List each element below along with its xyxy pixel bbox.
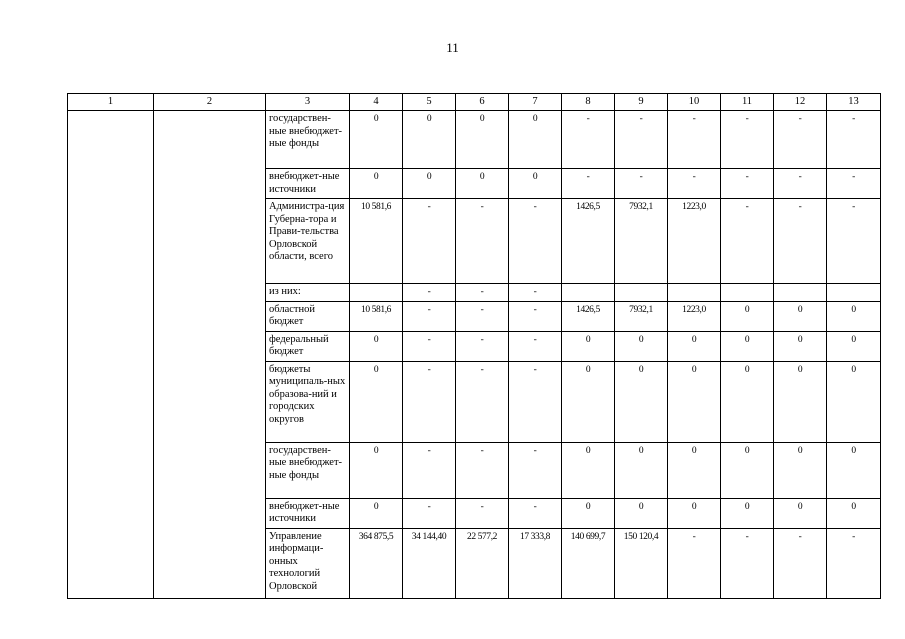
row-label: внебюджет-ные источники	[266, 169, 350, 199]
value-cell: -	[456, 442, 509, 498]
value-cell: 10 581,6	[350, 199, 403, 284]
column-header-4: 4	[350, 94, 403, 111]
value-cell: 0	[721, 361, 774, 442]
value-cell: 0	[721, 331, 774, 361]
row-label: внебюджет-ные источники	[266, 498, 350, 528]
value-cell: 1223,0	[668, 301, 721, 331]
value-cell: -	[774, 528, 827, 598]
value-cell: 0	[721, 498, 774, 528]
merged-empty-cell	[68, 111, 154, 599]
value-cell: 1426,5	[562, 301, 615, 331]
column-header-8: 8	[562, 94, 615, 111]
value-cell: 10 581,6	[350, 301, 403, 331]
value-cell: 0	[668, 361, 721, 442]
value-cell: 150 120,4	[615, 528, 668, 598]
value-cell: 0	[774, 301, 827, 331]
row-label: государствен-ные внебюджет-ные фонды	[266, 111, 350, 169]
value-cell	[827, 284, 881, 302]
value-cell: 0	[350, 169, 403, 199]
row-label: из них:	[266, 284, 350, 302]
value-cell: 7932,1	[615, 301, 668, 331]
row-label: государствен-ные внебюджет-ные фонды	[266, 442, 350, 498]
value-cell: -	[456, 301, 509, 331]
value-cell: 0	[721, 442, 774, 498]
value-cell: 364 875,5	[350, 528, 403, 598]
value-cell: 0	[456, 111, 509, 169]
table-row	[68, 111, 881, 169]
value-cell: 0	[668, 442, 721, 498]
value-cell: -	[403, 361, 456, 442]
value-cell: 0	[668, 498, 721, 528]
value-cell: -	[403, 301, 456, 331]
column-header-7: 7	[509, 94, 562, 111]
value-cell: 34 144,40	[403, 528, 456, 598]
value-cell: 0	[403, 111, 456, 169]
value-cell: 0	[350, 361, 403, 442]
table-body	[68, 94, 881, 599]
value-cell: 0	[827, 331, 881, 361]
column-header-13: 13	[827, 94, 881, 111]
value-cell: 0	[350, 442, 403, 498]
value-cell: -	[721, 528, 774, 598]
page-number: 11	[446, 40, 459, 55]
value-cell: -	[721, 169, 774, 199]
value-cell	[668, 284, 721, 302]
value-cell: 0	[774, 331, 827, 361]
value-cell: 0	[615, 498, 668, 528]
row-label: бюджеты муниципаль-ных образова-ний и городских округов	[266, 361, 350, 442]
column-header-11: 11	[721, 94, 774, 111]
value-cell: 0	[509, 169, 562, 199]
row-label: федеральный бюджет	[266, 331, 350, 361]
value-cell: -	[403, 199, 456, 284]
value-cell: -	[456, 498, 509, 528]
value-cell: 1426,5	[562, 199, 615, 284]
value-cell: -	[668, 169, 721, 199]
column-header-1: 1	[68, 94, 154, 111]
column-header-9: 9	[615, 94, 668, 111]
value-cell: 0	[562, 331, 615, 361]
value-cell: 0	[774, 442, 827, 498]
value-cell: 0	[562, 361, 615, 442]
value-cell	[721, 284, 774, 302]
value-cell: 0	[562, 442, 615, 498]
value-cell: -	[509, 498, 562, 528]
value-cell: -	[668, 528, 721, 598]
value-cell: -	[509, 199, 562, 284]
value-cell: -	[509, 284, 562, 302]
row-label: Администра-ция Губерна-тора и Прави-тельства Орловской области, всего	[266, 199, 350, 284]
value-cell: 0	[827, 361, 881, 442]
value-cell: -	[615, 169, 668, 199]
column-header-12: 12	[774, 94, 827, 111]
value-cell: -	[721, 111, 774, 169]
row-label: Управление информаци-онных технологий Орловской	[266, 528, 350, 598]
value-cell: -	[562, 169, 615, 199]
column-header-5: 5	[403, 94, 456, 111]
value-cell: 0	[615, 442, 668, 498]
value-cell: -	[509, 361, 562, 442]
value-cell: 22 577,2	[456, 528, 509, 598]
value-cell: -	[827, 111, 881, 169]
value-cell: -	[403, 284, 456, 302]
value-cell: 0	[827, 498, 881, 528]
value-cell: -	[827, 169, 881, 199]
value-cell: -	[456, 199, 509, 284]
value-cell: 0	[615, 331, 668, 361]
value-cell: 0	[668, 331, 721, 361]
header-row	[68, 94, 881, 111]
value-cell: 0	[509, 111, 562, 169]
value-cell: 140 699,7	[562, 528, 615, 598]
value-cell: -	[562, 111, 615, 169]
value-cell: 1223,0	[668, 199, 721, 284]
value-cell	[562, 284, 615, 302]
value-cell: 0	[403, 169, 456, 199]
value-cell: 0	[350, 498, 403, 528]
value-cell: -	[403, 442, 456, 498]
value-cell: -	[403, 331, 456, 361]
row-label: областной бюджет	[266, 301, 350, 331]
value-cell: -	[827, 199, 881, 284]
value-cell: -	[774, 199, 827, 284]
value-cell: 0	[774, 361, 827, 442]
merged-empty-cell	[154, 111, 266, 599]
column-header-10: 10	[668, 94, 721, 111]
value-cell: -	[668, 111, 721, 169]
value-cell: 0	[827, 301, 881, 331]
value-cell: 17 333,8	[509, 528, 562, 598]
value-cell: -	[827, 528, 881, 598]
value-cell: -	[509, 301, 562, 331]
value-cell	[774, 284, 827, 302]
value-cell: 0	[456, 169, 509, 199]
value-cell: 0	[774, 498, 827, 528]
value-cell: -	[774, 169, 827, 199]
value-cell: -	[509, 442, 562, 498]
value-cell	[615, 284, 668, 302]
column-header-3: 3	[266, 94, 350, 111]
value-cell: 0	[721, 301, 774, 331]
column-header-2: 2	[154, 94, 266, 111]
value-cell: 0	[350, 111, 403, 169]
value-cell: 7932,1	[615, 199, 668, 284]
value-cell: -	[456, 331, 509, 361]
column-header-6: 6	[456, 94, 509, 111]
value-cell: 0	[350, 331, 403, 361]
value-cell: -	[456, 361, 509, 442]
value-cell	[350, 284, 403, 302]
value-cell: -	[403, 498, 456, 528]
value-cell: -	[456, 284, 509, 302]
value-cell: 0	[562, 498, 615, 528]
value-cell: -	[615, 111, 668, 169]
value-cell: 0	[615, 361, 668, 442]
value-cell: -	[509, 331, 562, 361]
value-cell: -	[721, 199, 774, 284]
value-cell: 0	[827, 442, 881, 498]
budget-table	[67, 93, 881, 599]
value-cell: -	[774, 111, 827, 169]
